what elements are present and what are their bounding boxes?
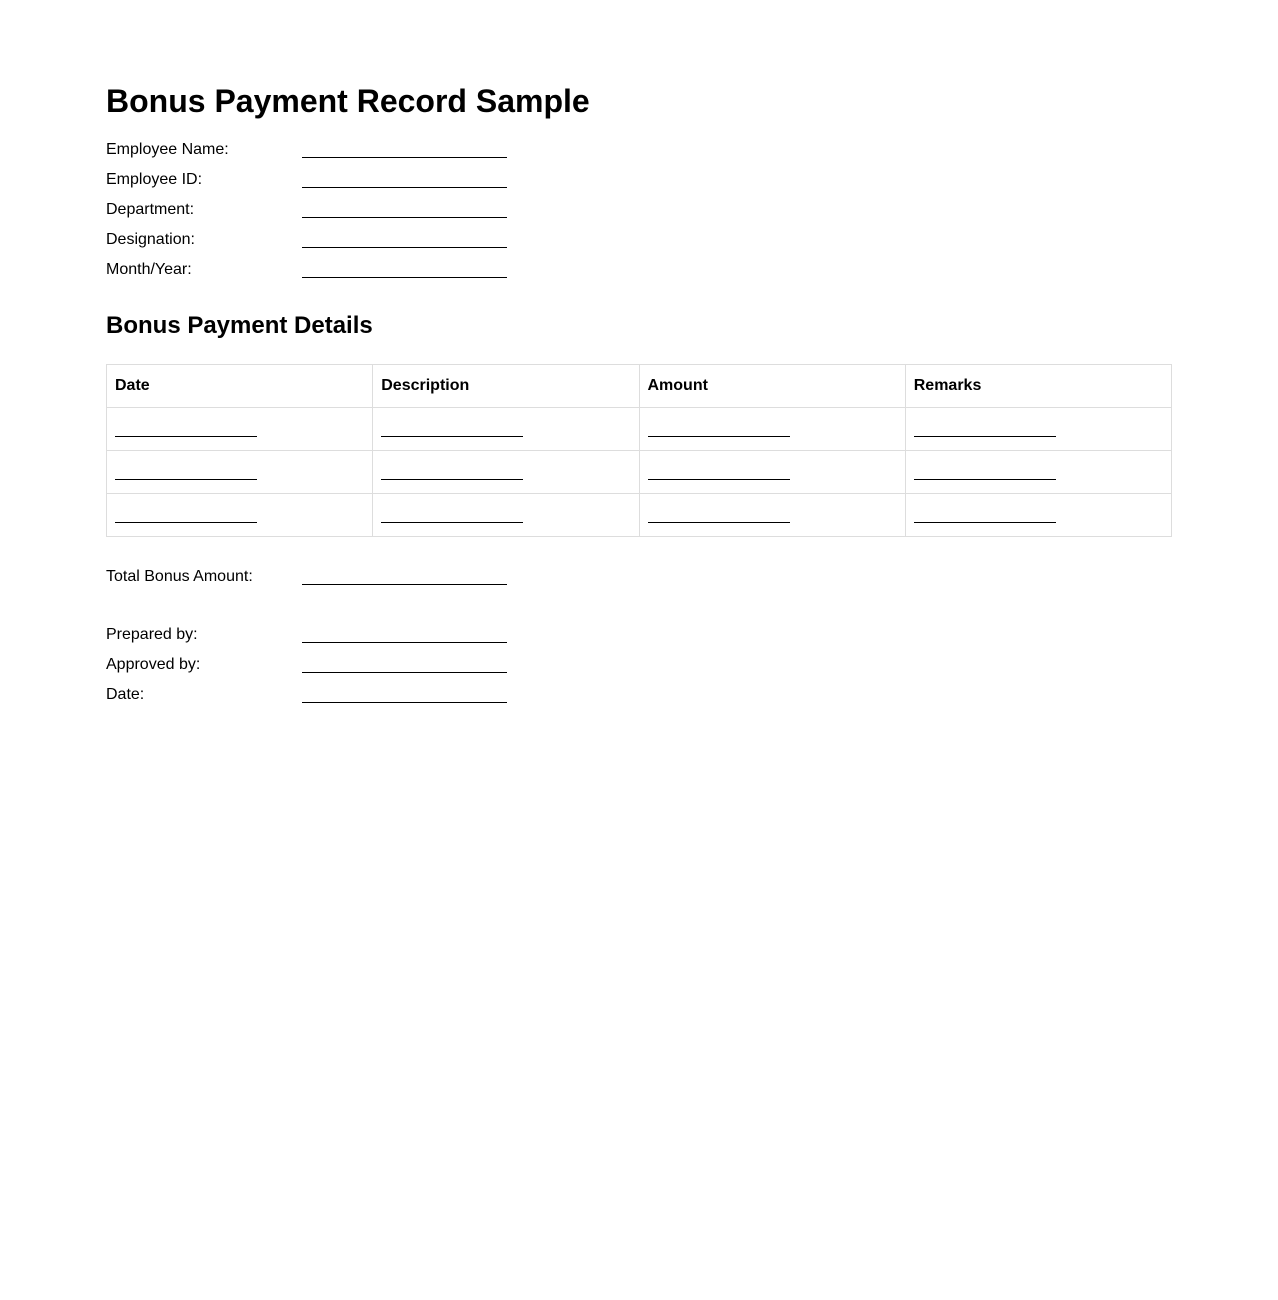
approved-by-blank[interactable]: [302, 672, 507, 673]
amount-cell: [639, 494, 905, 537]
designation-label: Designation:: [106, 231, 195, 248]
description-blank[interactable]: [381, 479, 523, 480]
remarks-cell: [905, 494, 1171, 537]
bonus-details-table: [106, 364, 1172, 537]
department-field: [106, 195, 526, 225]
description-cell: [373, 451, 639, 494]
date-blank[interactable]: [115, 436, 257, 437]
remarks-blank[interactable]: [914, 479, 1056, 480]
employee-name-label: Employee Name:: [106, 141, 229, 158]
month-year-blank[interactable]: [302, 277, 507, 278]
description-blank[interactable]: [381, 436, 523, 437]
column-header-amount: Amount: [639, 365, 905, 408]
table-row: [107, 408, 1172, 451]
amount-blank[interactable]: [648, 479, 790, 480]
total-bonus-field: [106, 562, 526, 592]
signoff-date-label: Date:: [106, 686, 145, 703]
table-row: [107, 494, 1172, 537]
month-year-field: [106, 255, 526, 285]
employee-id-label: Employee ID:: [106, 171, 203, 188]
department-blank[interactable]: [302, 217, 507, 218]
approved-by-field: [106, 650, 526, 680]
remarks-blank[interactable]: [914, 436, 1056, 437]
description-blank[interactable]: [381, 522, 523, 523]
total-bonus-blank[interactable]: [302, 584, 507, 585]
column-header-date: Date: [107, 365, 373, 408]
date-cell: [107, 408, 373, 451]
amount-cell: [639, 408, 905, 451]
employee-id-blank[interactable]: [302, 187, 507, 188]
document-title: Bonus Payment Record Sample: [106, 83, 590, 119]
month-year-label: Month/Year:: [106, 261, 192, 278]
remarks-blank[interactable]: [914, 522, 1056, 523]
amount-blank[interactable]: [648, 436, 790, 437]
date-blank[interactable]: [115, 479, 257, 480]
description-cell: [373, 408, 639, 451]
amount-blank[interactable]: [648, 522, 790, 523]
column-header-remarks: Remarks: [905, 365, 1171, 408]
details-heading: Bonus Payment Details: [106, 312, 373, 339]
designation-blank[interactable]: [302, 247, 507, 248]
employee-name-blank[interactable]: [302, 157, 507, 158]
amount-cell: [639, 451, 905, 494]
prepared-by-field: [106, 620, 526, 650]
department-label: Department:: [106, 201, 195, 218]
date-blank[interactable]: [115, 522, 257, 523]
prepared-by-blank[interactable]: [302, 642, 507, 643]
column-header-description: Description: [373, 365, 639, 408]
approved-by-label: Approved by:: [106, 656, 201, 673]
signoff-date-field: [106, 680, 526, 710]
signoff-date-blank[interactable]: [302, 702, 507, 703]
designation-field: [106, 225, 526, 255]
table-header-row: [107, 365, 1172, 408]
description-cell: [373, 494, 639, 537]
date-cell: [107, 451, 373, 494]
remarks-cell: [905, 451, 1171, 494]
remarks-cell: [905, 408, 1171, 451]
employee-name-field: [106, 135, 526, 165]
date-cell: [107, 494, 373, 537]
prepared-by-label: Prepared by:: [106, 626, 198, 643]
total-bonus-label: Total Bonus Amount:: [106, 568, 253, 585]
employee-id-field: [106, 165, 526, 195]
table-row: [107, 451, 1172, 494]
